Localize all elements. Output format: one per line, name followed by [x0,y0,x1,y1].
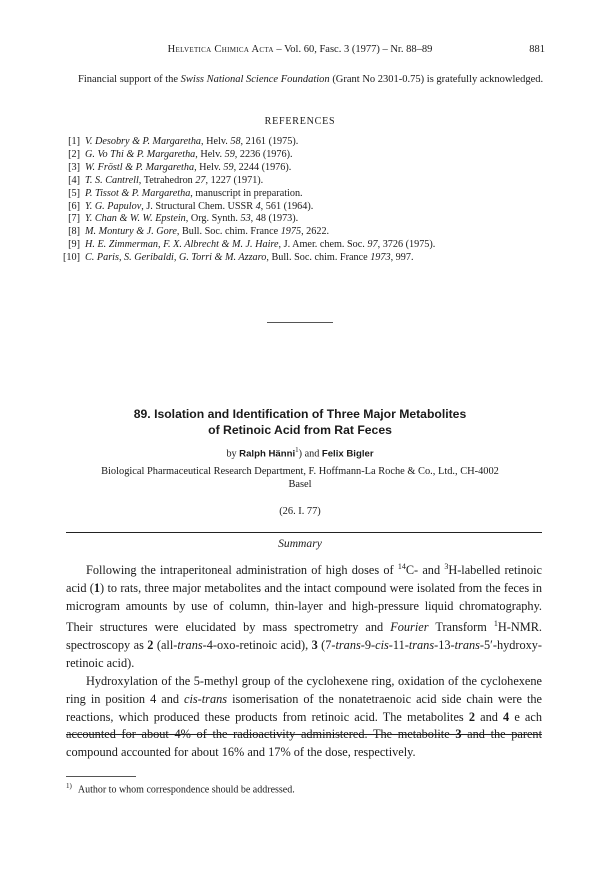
text: Following the intraperitoneal administration of high doses of [86,563,398,578]
reference-journal: , Bull. Soc. chim. France [266,252,371,264]
text: C- and [405,563,445,578]
footnote-text: Author to whom correspondence should be addressed. [77,784,295,796]
superscript: 1 [493,619,498,629]
reference-pages: , 561 (1964). [260,200,314,212]
footnote-mark-paren: ) [69,782,72,790]
reference-item [58,201,558,214]
funding-text-post: (Grant No 2301-0.75) is gratefully acknowledged. [329,74,544,85]
reference-volume: 4 [255,200,261,212]
footnote [66,782,542,795]
reference-pages: , 997. [390,252,414,264]
reference-item [58,239,558,252]
text: Hydroxylation of the 5-methyl group of the cyclohexene ring, oxidation of the cyclohexene ring in position 4 and [66,673,542,706]
byline-by: by [226,448,240,460]
reference-citation [85,213,298,226]
reference-item [58,149,558,162]
stereo-descriptor: trans [335,638,361,653]
received-date: (26. I. 77) [279,506,321,517]
reference-authors: P. Tissot & P. Margaretha [85,187,191,199]
reference-journal: , Bull. Soc. chim. France [176,226,281,238]
byline-and: ) and [298,448,322,460]
author-1: Ralph Hänni [239,448,296,460]
reference-volume: 58 [230,136,241,147]
reference-authors: M. Montury & J. Gore [85,226,177,238]
reference-authors: Y. G. Papulov [85,200,142,212]
funding-acknowledgement [60,73,546,86]
reference-volume: 1975 [280,226,302,238]
foundation-name: Swiss National Science Foundation [180,74,330,85]
summary-heading: Summary [278,537,322,550]
reference-journal: , Tetrahedron [138,174,196,186]
reference-pages: , 2161 (1975). [240,136,299,147]
byline [0,446,600,459]
text: -11- [388,638,409,653]
reference-citation [85,201,313,214]
reference-volume: 1973 [370,252,391,264]
text: -5′-hydroxy-retinoic acid). [66,638,543,671]
reference-citation [85,252,413,265]
footnote-mark-number: 1 [66,782,70,790]
reference-number: [3] [68,161,80,173]
author-2: Felix Bigler [321,448,374,460]
stereo-descriptor: cis-trans [184,691,228,706]
superscript: 14 [397,562,406,571]
reference-authors: H. E. Zimmerman, F. X. Albrecht & M. J. Haire [85,239,279,251]
text: e ach accounted for about 4% of the radioactivity administered. The metabolite [66,709,543,742]
running-head [60,44,540,55]
reference-pages: , 2244 (1976). [233,161,292,173]
reference-journal: , Helv. [195,148,225,160]
text: and [475,709,504,724]
page-number: 881 [529,44,545,55]
text: Transform [428,620,494,635]
text: ) to rats, three major metabolites and the intact compound were isolated from the feces in microgram amounts by use of column, thin-layer and high-pressure liquid chromatography. Their structures were elucidated by mass spectrometry and [66,580,542,635]
reference-journal: , J. Amer. chem. Soc. [278,239,368,251]
reference-authors: C. Paris, S. Geribaldi, G. Torri & M. Azzaro [85,252,267,264]
italic-name: Fourier [390,620,429,635]
text: H-labelled retinoic acid ( [66,563,543,595]
section-divider [267,322,333,323]
text: (all- [153,638,178,653]
reference-pages: , 2622. [301,226,330,238]
article-title-line-2: of Retinoic Acid from Rat Feces [208,423,392,437]
funding-text-pre: Financial support of the [78,74,181,85]
reference-pages: , 3726 (1975). [377,239,436,251]
reference-citation [85,175,263,188]
author-1-footnote-mark: 1 [295,446,299,454]
reference-item [58,213,558,226]
reference-authors: T. S. Cantrell [85,174,139,186]
reference-volume: 27 [195,174,206,186]
reference-authors: W. Fröstl & P. Margaretha [85,161,195,173]
text: and the parent compound accounted for about 16% and 17% of the dose, respectively. [66,727,542,760]
reference-citation [85,226,329,239]
reference-pages: , 48 (1973). [250,213,299,225]
reference-number: [9] [68,239,80,251]
reference-item [58,175,558,188]
reference-journal: , J. Structural Chem. USSR [141,200,256,212]
text: -4-oxo-retinoic acid), [202,638,312,653]
summary-body [66,558,542,762]
references-heading: REFERENCES [264,116,336,127]
reference-journal: , Helv. [201,136,231,147]
compound-number: 2 [147,638,154,653]
stereo-descriptor: trans [454,638,480,653]
compound-number: 2 [468,709,476,724]
text: H-NMR. spectroscopy as [66,620,542,653]
text: -9- [360,638,376,653]
reference-citation [85,239,435,252]
reference-number: [4] [68,174,80,186]
footnote-mark [66,782,72,790]
summary-paragraph-2 [66,673,542,762]
compound-number: 3 [455,727,462,742]
reference-journal: , Helv. [194,161,224,173]
reference-journal: , Org. Synth. [185,213,241,225]
reference-item [58,136,558,149]
footnote-rule [66,776,136,777]
reference-number: [10] [63,252,80,264]
stereo-descriptor: trans [408,638,435,653]
journal-name: Helvetica Chimica Acta [167,44,274,55]
superscript: 3 [444,562,449,571]
reference-pages: , 2236 (1976). [234,148,293,160]
reference-volume: 97 [367,239,378,251]
reference-volume: 59 [224,148,235,160]
compound-number: 1 [93,580,101,595]
summary-bottom-rule [66,734,542,735]
reference-item [58,188,558,201]
reference-item [58,252,558,265]
reference-volume: 53 [240,213,251,225]
compound-number: 3 [311,638,318,653]
reference-list [58,136,558,265]
stereo-descriptor: trans [177,638,203,653]
affiliation: Biological Pharmaceutical Research Department, F. Hoffmann-La Roche & Co., Ltd., CH-4002 Basel [101,466,499,490]
summary-top-rule [66,532,542,533]
reference-volume: 59 [223,161,234,173]
issue-info: – Vol. 60, Fasc. 3 (1977) – Nr. 88–89 [273,44,433,55]
reference-number: [7] [68,213,80,225]
text: -13- [434,638,455,653]
reference-number: [1] [68,136,80,147]
reference-number: [6] [68,200,80,212]
stereo-descriptor: cis [375,638,389,653]
reference-authors: Y. Chan & W. W. Epstein [85,213,186,225]
reference-authors: G. Vo Thi & P. Margaretha [85,148,196,160]
reference-journal: , manuscript in preparation. [190,187,303,199]
article-title [0,406,600,438]
reference-citation [85,188,303,201]
reference-item [58,226,558,239]
text: isomerisation of the nonatetraenoic acid side chain were the reactions, which produced these products from retinoic acid. The metabolites [66,691,542,724]
reference-pages: , 1227 (1971). [205,174,264,186]
compound-number: 4 [503,709,510,724]
reference-authors: V. Desobry & P. Margaretha [85,136,202,147]
reference-citation [85,149,293,162]
summary-paragraph-1 [66,558,542,673]
reference-citation [85,136,298,149]
reference-item [58,162,558,175]
article-title-line-1: 89. Isolation and Identification of Three Major Metabolites [133,407,467,421]
reference-number: [2] [68,148,80,160]
reference-number: [5] [68,187,80,199]
reference-number: [8] [68,226,80,238]
text: (7- [317,638,336,653]
reference-citation [85,162,291,175]
